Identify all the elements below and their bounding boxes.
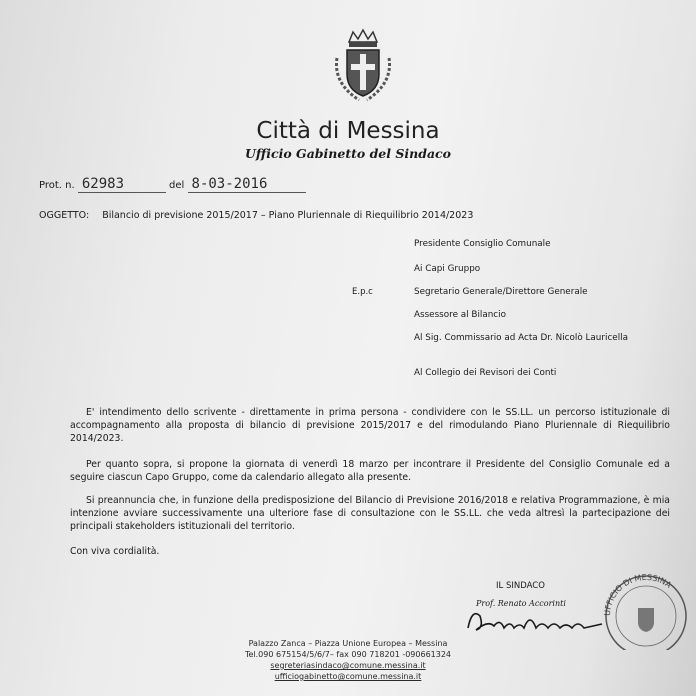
recipient-item: Al Sig. Commissario ad Acta Dr. Nicolò Lauricella (414, 333, 628, 343)
handwritten-signature (462, 598, 612, 638)
footer-address: Palazzo Zanca – Piazza Unione Europea – Messina (248, 639, 448, 648)
recipient-item: Segretario Generale/Direttore Generale (414, 287, 588, 297)
recipient-item: Assessore al Bilancio (414, 310, 506, 320)
body-paragraph-text: Si preannuncia che, in funzione della predisposizione del Bilancio di Previsione 2016/2018 e relativa Programmazione, è mia intenzione avviare successivamente una ulteriore fase di consultazione con le SS.LL. che veda altresì la partecipazione dei principali stakeholders istituzionali del territorio. (70, 495, 670, 532)
body-paragraph-text: E' intendimento dello scrivente - direttamente in prima persona - condividere con le SS.LL. un percorso istituzionale di accompagnamento alla proposta di bilancio di previsione 2015/2017 e del rimodulando Piano Pluriennale di Riequilibrio 2014/2023. (70, 407, 670, 444)
footer (0, 638, 696, 682)
protocol-date: 8-03-2016 (188, 176, 306, 193)
body-paragraph (70, 494, 670, 533)
recipient-item: Al Collegio dei Revisori dei Conti (414, 368, 557, 378)
subject-label: OGGETTO: (39, 210, 90, 221)
body-paragraph-text: Per quanto sopra, si propone la giornata di venerdì 18 marzo per incontrare il Presidente del Consiglio Comunale ed a seguire ciascun Capo Gruppo, come da calendario allegato alla presente. (70, 459, 670, 483)
subject-line (39, 210, 473, 221)
body-paragraph (70, 406, 670, 445)
subject-text: Bilancio di previsione 2015/2017 – Piano Pluriennale di Riequilibrio 2014/2023 (102, 210, 474, 221)
footer-phone: Tel.090 675154/5/6/7– fax 090 718201 -090661324 (244, 650, 452, 659)
epc-label: E.p.c (352, 287, 373, 297)
signature-title: IL SINDACO (496, 581, 545, 591)
office-subtitle: Ufficio Gabinetto del Sindaco (244, 146, 452, 161)
recipient-item: Presidente Consiglio Comunale (414, 239, 551, 249)
protocol-date-label: del (169, 180, 185, 191)
stamp-text: UFFICIO DI MESSINA (602, 572, 674, 617)
body-paragraph (70, 458, 670, 484)
protocol-number: 62983 (78, 176, 166, 193)
protocol-label: Prot. n. (39, 180, 75, 191)
footer-email-link[interactable]: segreteriasindaco@comune.messina.it (270, 661, 426, 670)
signature-name: Prof. Renato Accorinti (476, 599, 566, 608)
closing-text: Con viva cordialità. (70, 546, 160, 557)
footer-email-link[interactable]: ufficiogabinetto@comune.messina.it (274, 672, 422, 681)
city-title: Città di Messina (256, 118, 440, 144)
protocol-line (39, 176, 306, 193)
recipient-item: Ai Capi Gruppo (414, 264, 481, 274)
coat-of-arms-icon (329, 28, 397, 106)
